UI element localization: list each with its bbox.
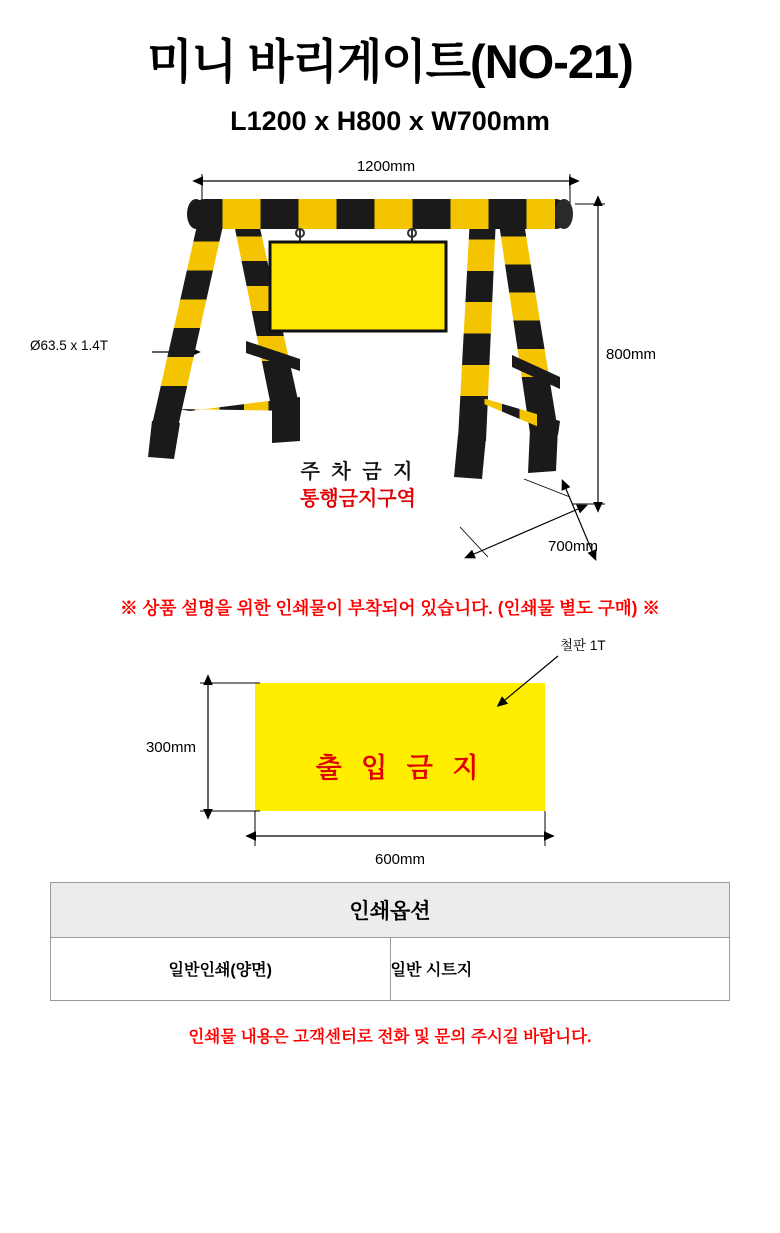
notice-text: ※ 상품 설명을 위한 인쇄물이 부착되어 있습니다. (인쇄물 별도 구매) ※: [120, 597, 660, 618]
sign-plate: [270, 242, 446, 331]
dimension-right-height: [572, 204, 656, 504]
table-cell-option-name: 일반인쇄(양면): [51, 937, 391, 1000]
svg-text:700mm: 700mm: [548, 537, 599, 555]
table-cell-option-value: 일반 시트지: [390, 937, 730, 1000]
sign-line-2: 통행금지구역: [300, 488, 416, 511]
barrier-graphic: [148, 199, 573, 479]
svg-text:1200mm: 1200mm: [356, 158, 416, 175]
svg-text:600mm: 600mm: [374, 850, 426, 868]
print-option-table: [50, 882, 730, 1001]
footer-note: 인쇄물 내용은 고객센터로 전화 및 문의 주시길 바랍니다.: [188, 1027, 592, 1046]
foot-rear-right: [528, 427, 558, 473]
svg-text:Ø63.5 x 1.4T: Ø63.5 x 1.4T: [30, 337, 109, 353]
leg-front-left: [152, 221, 224, 427]
leg-rear-right: [498, 217, 558, 433]
foot-front-left: [148, 421, 180, 459]
dimension-plate-height: [146, 683, 260, 811]
foot-rear-left: [272, 405, 300, 443]
main-product-diagram: [0, 159, 780, 589]
sign-line-1: 주 차 금 지: [300, 461, 416, 484]
svg-text:철판 1T: 철판 1T: [560, 637, 606, 653]
top-bar: [187, 199, 573, 229]
table-header-cell: 인쇄옵션: [51, 882, 730, 937]
leg-front-right: [458, 217, 496, 441]
plate-label: 출 입 금 지: [315, 752, 485, 783]
dimension-plate-width: [255, 811, 545, 868]
svg-text:300mm: 300mm: [145, 738, 196, 756]
plate-diagram: [0, 628, 780, 878]
dimension-depth: [460, 479, 598, 557]
table-row: [51, 937, 730, 1000]
dimension-pipe-spec: [30, 338, 190, 353]
page-subtitle: L1200 x H800 x W700mm: [230, 105, 550, 136]
svg-text:800mm: 800mm: [606, 345, 657, 363]
page-title: 미니 바리게이트(NO-21): [147, 35, 633, 88]
foot-front-right: [454, 435, 486, 479]
